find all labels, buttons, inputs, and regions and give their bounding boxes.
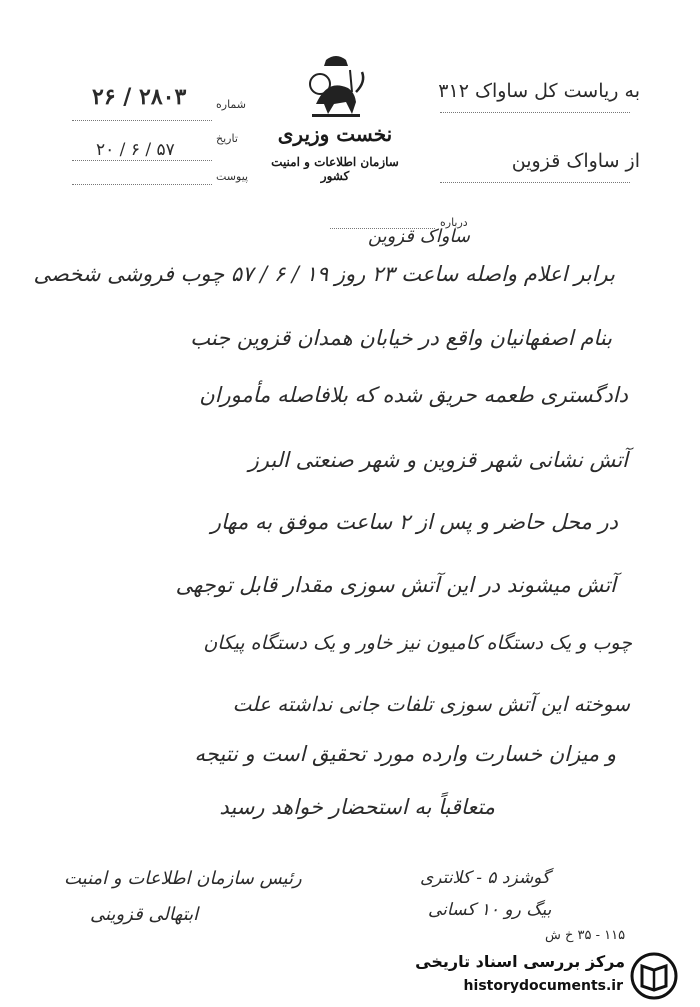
sender-line: از ساواک قزوین [511,150,640,172]
body-line-7: چوب و یک دستگاه کامیون نیز خاور و یک دستگاه پیکان [203,632,632,654]
body-line-3: دادگستری طعمه حریق شده که بلافاصله مأموران [199,383,628,407]
watermark-title: مرکز بررسی اسناد تاریخی [415,952,625,971]
distribution-line-1: گوشزد ۵ - کلانتری [420,868,550,888]
number-dotted-line [72,120,212,121]
body-line-6: آتش میشوند در این آتش سوزی مقدار قابل توجهی [175,573,616,597]
number-label: شماره [216,98,247,111]
body-line-0: ساواک قزوین [367,226,470,247]
watermark-url: historydocuments.ir [463,978,623,994]
number-value: ۲۸۰۳ / ۲۶ [92,84,187,110]
signature-name: ابتهالی قزوینی [90,904,199,925]
recipient-line: به ریاست کل ساواک ۳۱۲ [438,80,640,102]
date-value: ۵۷ / ۶ / ۲۰ [96,140,175,160]
body-line-5: در محل حاضر و پس از ۲ ساعت موفق به مهار [210,510,618,534]
sender-dotted-line [440,182,630,183]
recipient-dotted-line [440,112,630,113]
org-main-title: نخست وزیری [277,122,393,146]
date-dotted-line [72,160,212,161]
body-line-8: سوخته این آتش سوزی تلفات جانی نداشته علت [232,692,630,716]
distribution-line-3: ۱۱۵ - ۳۵ خ ش [545,928,626,943]
body-line-10: متعاقباً به استحضار خواهد رسید [219,795,495,819]
attachment-dotted-line [72,184,212,185]
subject-label: درباره [440,216,468,229]
body-line-9: و میزان خسارت وارده مورد تحقیق است و نتیجه [194,742,616,766]
attachment-label: پیوست [216,170,249,183]
body-line-4: آتش نشانی شهر قزوین و شهر صنعتی البرز [248,448,628,472]
body-line-1: برابر اعلام واصله ساعت ۲۳ روز ۱۹ / ۶ / ۵۷ چوب فروشی شخصی [33,262,615,286]
date-label: تاریخ [216,132,238,145]
body-line-2: بنام اصفهانیان واقع در خیابان همدان قزوین جنب [190,326,612,350]
org-subtitle: سازمان اطلاعات و امنیت کشور [271,155,399,183]
lion-and-sun-emblem [296,52,376,122]
distribution-line-2: بیگ رو ۱۰ کسانی [428,900,552,920]
signature-title: رئیس سازمان اطلاعات و امنیت [64,868,302,889]
archive-logo-icon [630,952,678,1000]
